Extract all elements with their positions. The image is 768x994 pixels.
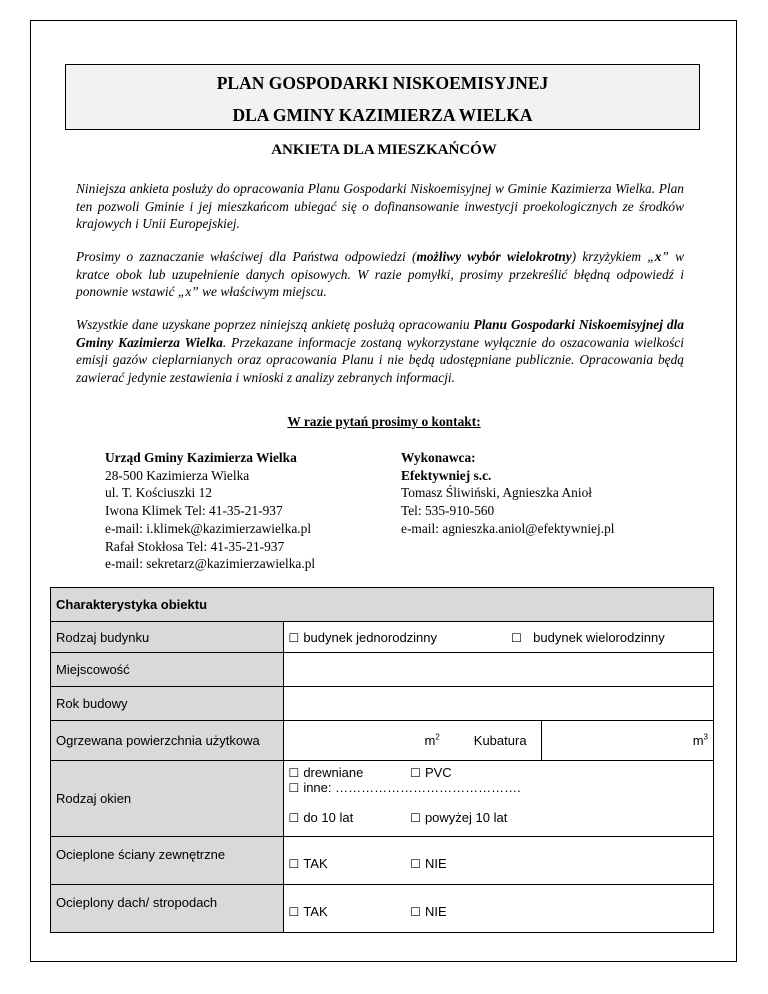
option-label: budynek wielorodzinny <box>533 629 665 645</box>
option-label: powyżej 10 lat <box>424 809 508 825</box>
option-label: NIE <box>424 904 447 919</box>
roof-label: Ocieplony dach/ stropodach <box>51 885 284 933</box>
title-line1: PLAN GOSPODARKI NISKOEMISYJNEJ <box>216 73 549 93</box>
walls-label: Ocieplone ściany zewnętrzne <box>51 837 284 885</box>
volume-input[interactable] <box>542 721 714 761</box>
windows-age-options <box>283 799 713 837</box>
city-input[interactable] <box>283 653 713 687</box>
option-over-10-years[interactable] <box>410 810 507 825</box>
option-roof-yes[interactable] <box>289 904 407 919</box>
option-label: TAK <box>303 904 328 919</box>
option-wooden[interactable] <box>289 765 407 780</box>
checkbox-icon[interactable]: ☐ <box>288 857 300 871</box>
intro-paragraph-1: Niniejsza ankieta posłuży do opracowania Planu Gospodarki Niskoemisyjnej w Gminie Kazimierza Wielka. Plan ten pozwoli Gminie i jej mieszkańcom ubiegać się o dofinansowanie inwestycji proekologicznych ze środków krajowych i Unii Europejskiej. <box>76 181 684 231</box>
city-label: Miejscowość <box>51 653 284 687</box>
option-other[interactable] <box>289 780 521 795</box>
checkbox-icon[interactable]: ☐ <box>410 905 421 919</box>
checkbox-icon[interactable]: ☐ <box>410 765 421 780</box>
option-multi-family[interactable] <box>511 630 665 645</box>
roof-options <box>283 885 713 933</box>
contact-left-line: Rafał Stokłosa Tel: 41-35-21-937 <box>105 538 285 554</box>
contact-right <box>401 449 615 538</box>
contact-left-line: ul. T. Kościuszki 12 <box>105 485 212 501</box>
checkbox-icon[interactable]: ☐ <box>288 810 300 825</box>
windows-type-options <box>283 761 713 799</box>
windows-label: Rodzaj okien <box>51 761 284 837</box>
contact-heading: W razie pytań prosimy o kontakt: <box>287 414 481 429</box>
title-box <box>65 64 700 130</box>
building-type-label: Rodzaj budynku <box>51 622 284 653</box>
object-characteristics-table <box>50 587 714 933</box>
contractor-company: Efektywniej s.c. <box>401 467 492 483</box>
area-label: Ogrzewana powierzchnia użytkowa <box>51 721 284 761</box>
contractor-label: Wykonawca: <box>401 450 476 465</box>
checkbox-icon[interactable]: ☐ <box>288 905 300 919</box>
contractor-email: e-mail: agnieszka.aniol@efektywniej.pl <box>401 520 615 536</box>
title-line2: DLA GMINY KAZIMIERZA WIELKA <box>232 105 533 125</box>
area-unit: $m^2$ <box>424 732 440 749</box>
option-walls-yes[interactable] <box>289 856 407 871</box>
option-label: TAK <box>303 856 328 871</box>
building-type-options <box>283 622 713 653</box>
checkbox-icon[interactable]: ☐ <box>288 630 300 645</box>
checkbox-icon[interactable]: ☐ <box>288 765 300 780</box>
option-single-family[interactable] <box>289 630 508 645</box>
option-pvc[interactable] <box>410 765 506 780</box>
contact-left-email: e-mail: sekretarz@kazimierzawielka.pl <box>105 556 316 572</box>
walls-options <box>283 837 713 885</box>
option-label: drewniane <box>303 764 364 780</box>
option-label: PVC <box>424 764 452 780</box>
year-input[interactable] <box>283 687 713 721</box>
section-title: Charakterystyka obiektu <box>51 588 714 622</box>
area-input[interactable] <box>283 721 440 761</box>
option-roof-no[interactable] <box>410 904 446 919</box>
contractor-line: Tomasz Śliwiński, Agnieszka Anioł <box>401 485 592 501</box>
contact-left-email: e-mail: i.klimek@kazimierzawielka.pl <box>105 520 312 536</box>
contractor-line: Tel: 535-910-560 <box>401 503 495 519</box>
intro-paragraph-2: Prosimy o zaznaczanie właściwej dla Państwa odpowiedzi (możliwy wybór wielokrotny) krzyżykiem „x” w kratce obok lub uzupełnienie danych opisowych. W razie pomyłki, prosimy przekreślić błędną odpowiedź i ponownie wstawić „x” we właściwym miejscu. <box>76 249 684 299</box>
checkbox-icon[interactable]: ☐ <box>410 857 421 871</box>
option-label: NIE <box>424 856 447 871</box>
checkbox-icon[interactable]: ☐ <box>511 630 522 645</box>
intro-paragraph-3: Wszystkie dane uzyskane poprzez niniejszą ankietę posłużą opracowaniu Planu Gospodarki Niskoemisyjnej dla Gminy Kazimierza Wielka. Przekazane informacje zostaną wykorzystane wyłącznie do oszacowania wielkości emisji gazów cieplarnianych oraz opracowania Planu i nie będą udostępniane publicznie. Opracowania będą zawierać jedynie zestawienia i wnioski z analizy zebranych informacji. <box>76 317 684 385</box>
option-label: do 10 lat <box>303 809 354 825</box>
contact-left-name: Urząd Gminy Kazimierza Wielka <box>105 450 297 465</box>
volume-label: Kubatura <box>440 721 542 761</box>
option-label: inne: ……………………………………. <box>303 779 521 795</box>
contact-left-line: Iwona Klimek Tel: 41-35-21-937 <box>105 503 283 519</box>
option-up-to-10-years[interactable] <box>289 810 407 825</box>
year-label: Rok budowy <box>51 687 284 721</box>
contact-left-line: 28-500 Kazimierza Wielka <box>105 467 250 483</box>
checkbox-icon[interactable]: ☐ <box>288 780 300 795</box>
contact-left <box>105 449 315 573</box>
checkbox-icon[interactable]: ☐ <box>410 810 421 825</box>
page-subtitle: ANKIETA DLA MIESZKAŃCÓW <box>271 142 497 158</box>
option-walls-no[interactable] <box>410 856 446 871</box>
volume-unit: $m^3$ <box>692 732 708 749</box>
option-label: budynek jednorodzinny <box>303 629 438 645</box>
